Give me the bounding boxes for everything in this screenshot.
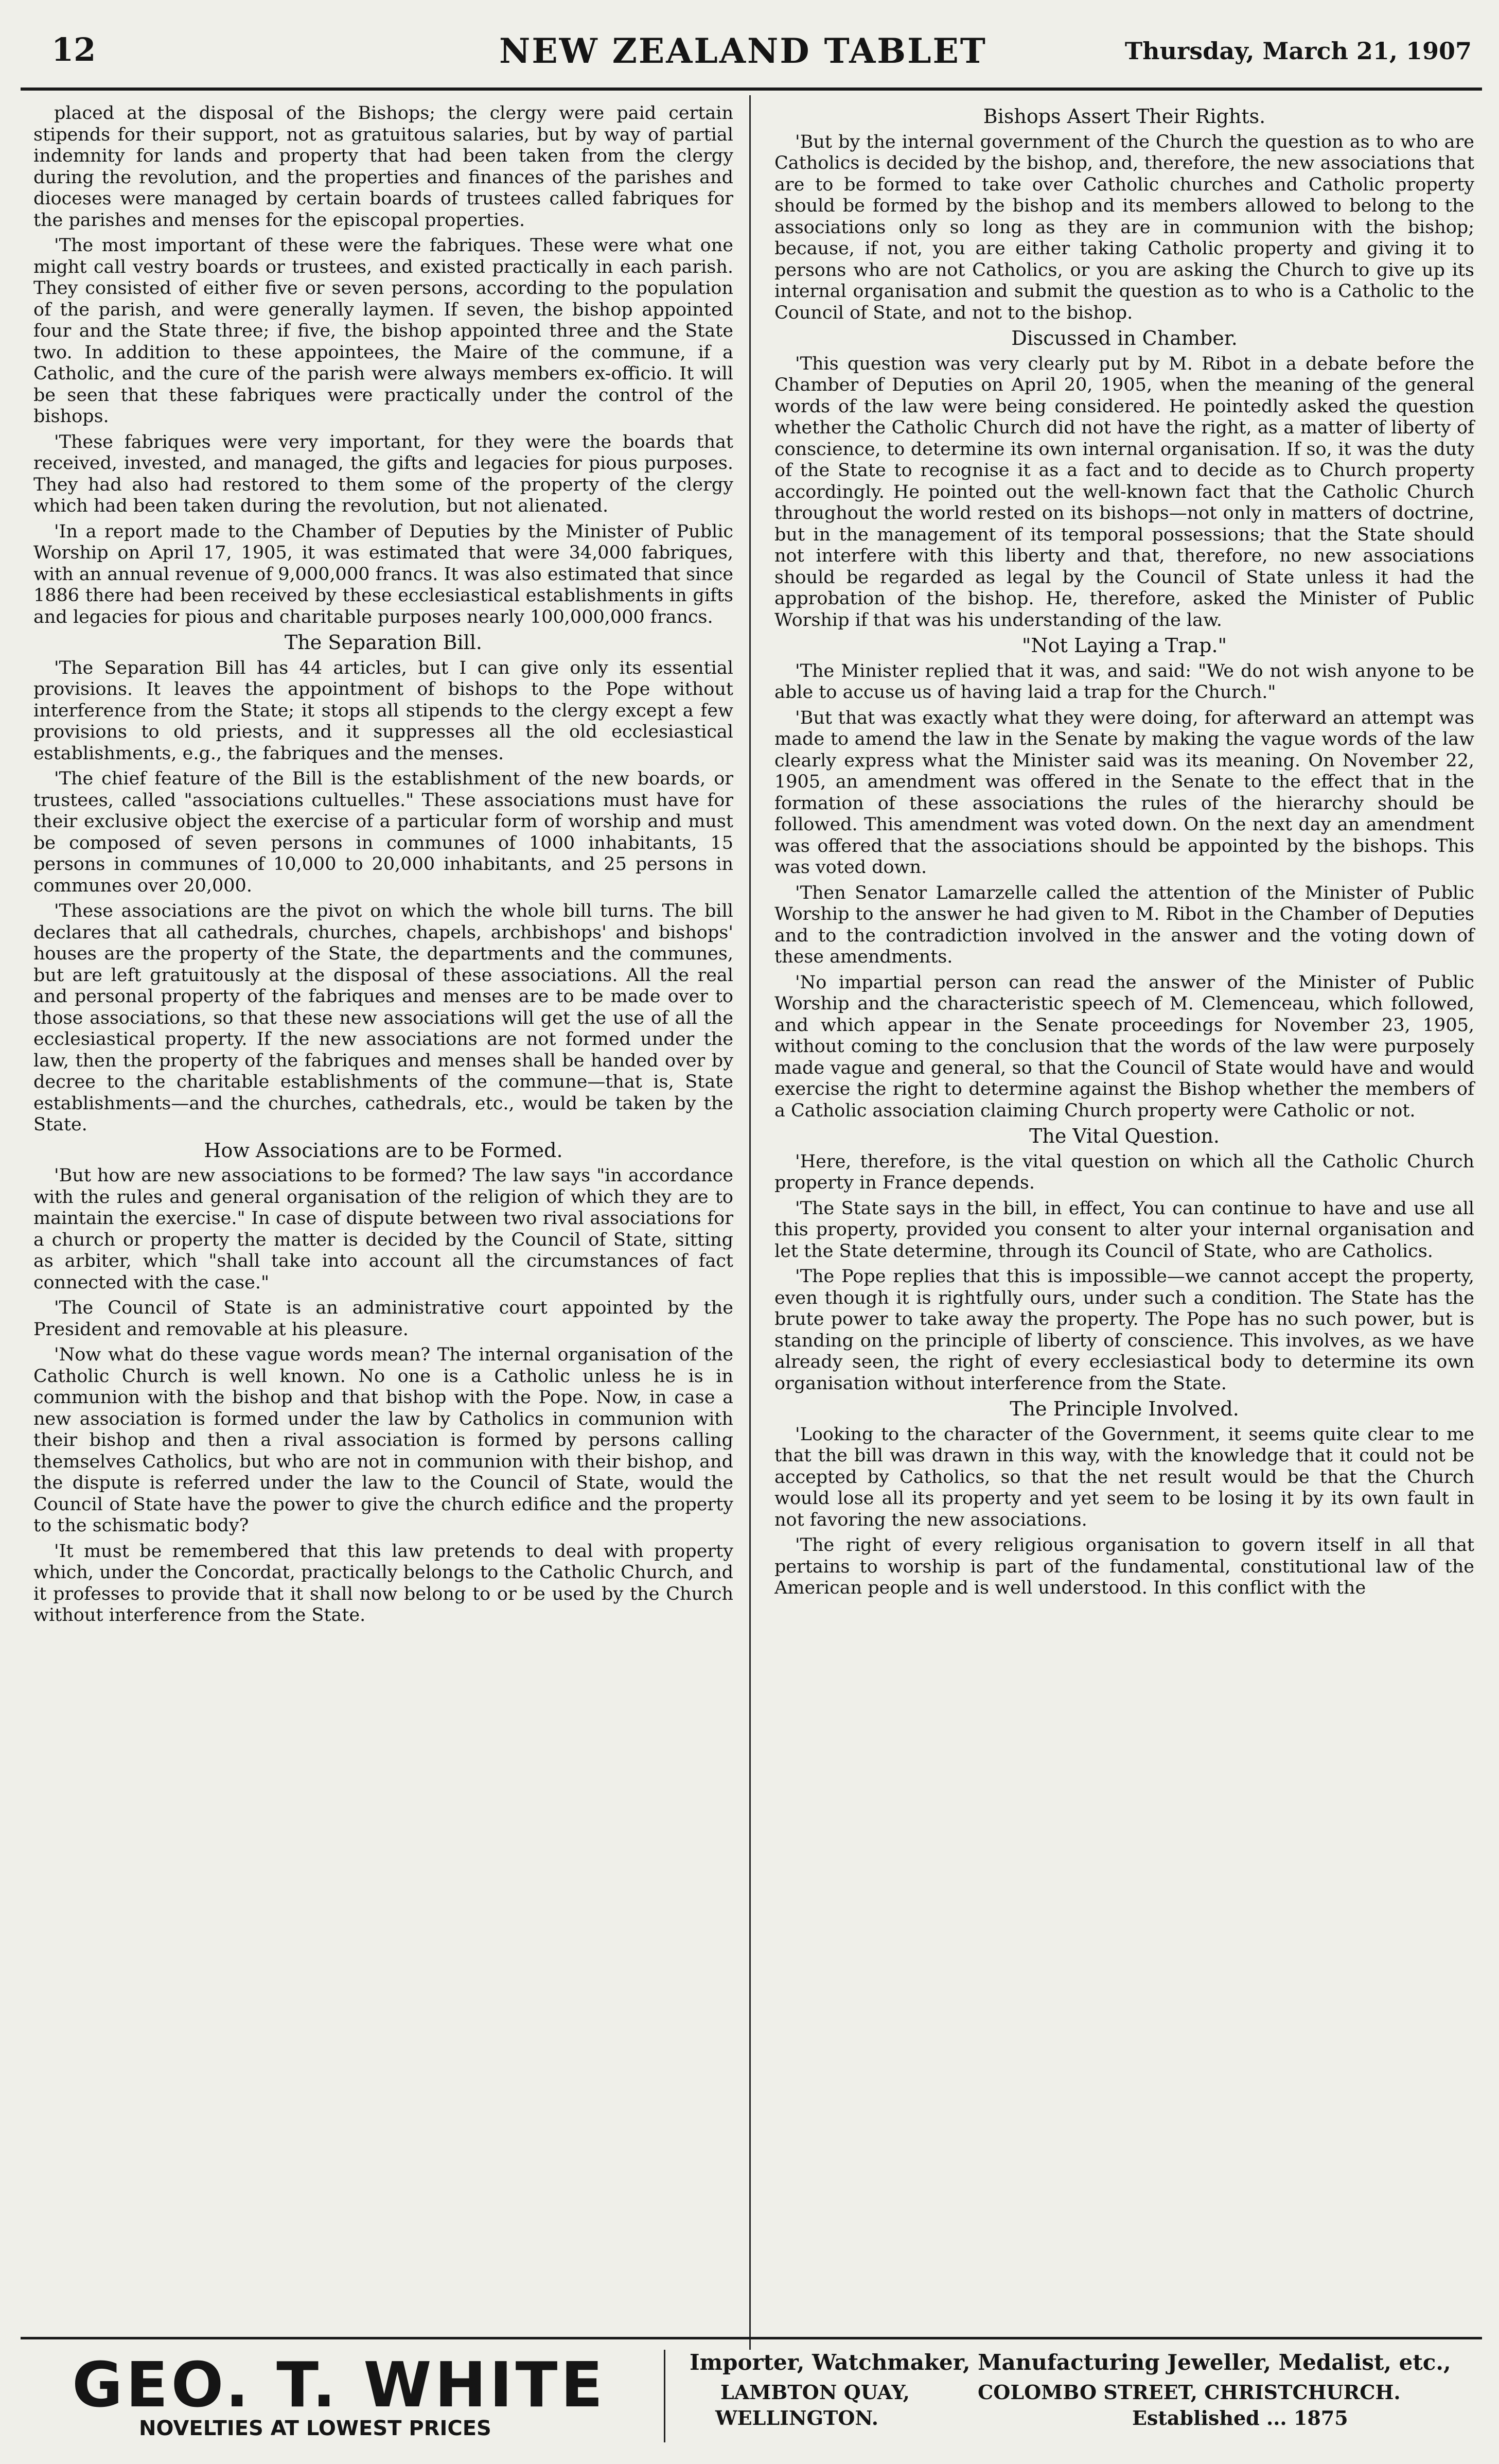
section-heading: The Vital Question. (1029, 1125, 1220, 1147)
address-wellington-street: LAMBTON QUAY, (720, 2381, 910, 2404)
article-paragraph: 'It must be remembered that this law pretends to deal with property which, under the Concordat, practically belongs to the Catholic Church, and it professes to provide that it shall now belong to or be used by the Church without interference from the State. (33, 1541, 733, 1626)
article-paragraph: 'But that was exactly what they were doing, for afterward an attempt was made to amend the law in the Senate by making the vague words of the law clearly express what the Minister said was its meaning. On November 22, 1905, an amendment was offered in the Senate to the effect that in the formation of these associations the rules of the hierarchy should be followed. This amendment was voted down. On the next day an amendment was offered that the associations should be appointed by the bishops. This was voted down. (774, 707, 1474, 878)
article-paragraph: 'Looking to the character of the Government, it seems quite clear to me that the bill was drawn in this way, with the knowledge that it could not be accepted by Catholics, so that the net result would be that the Church would lose all its property and yet seem to be losing it by its own fault in not favoring the new associations. (774, 1424, 1474, 1530)
section-heading: Bishops Assert Their Rights. (983, 105, 1266, 128)
address-wellington-city: WELLINGTON. (715, 2406, 878, 2430)
page-number: 12 (51, 31, 96, 68)
article-paragraph: 'Here, therefore, is the vital question on which all the Catholic Church property in France depends. (774, 1151, 1474, 1193)
article-paragraph: 'The State says in the bill, in effect, You can continue to have and use all this property, provided you consent to alter your internal organisation and let the State determine, through its Council of State, who are Catholics. (774, 1198, 1474, 1262)
article-paragraph: 'But by the internal government of the Church the question as to who are Catholics is decided by the bishop, and, therefore, the new associations that are to be formed to take over Catholic churches and Catholic property should be formed by the bishop and its members allowed to belong to the associations only so long as they are in communion with the bishop; because, if not, you are either taking Catholic property and giving it to persons who are not Catholics, or you are asking the Church to give up its internal organisation and submit the question as to who is a Catholic to the Council of State, and not to the bishop. (774, 131, 1474, 323)
advertisement-divider (664, 2350, 665, 2442)
article-paragraph: 'But how are new associations to be formed? The law says "in accordance with the rules and general organisation of the religion of which they are to maintain the exercise." In case of dispute between two rival associations for a church or property the matter is decided by the Council of State, sitting as arbiter, which "shall take into account all the circumstances of fact connected with the case." (33, 1165, 733, 1293)
section-heading: The Separation Bill. (284, 631, 483, 654)
article-paragraph: 'These fabriques were very important, for they were the boards that received, invested, and managed, the gifts and legacies for pious purposes. They had also had restored to them some of the property of the clergy which had been taken during the revolution, but not alienated. (33, 431, 733, 516)
article-paragraph: 'The right of every religious organisation to govern itself in all that pertains to worship is part of the fundamental, constitutional law of the American people and is well understood. In this conflict with the (774, 1535, 1474, 1598)
article-paragraph: 'Then Senator Lamarzelle called the attention of the Minister of Public Worship to the answer he had given to M. Ribot in the Chamber of Deputies and to the contradiction involved in the answer and the voting down of these amendments. (774, 882, 1474, 967)
advertiser-name: GEO. T. WHITE (72, 2350, 606, 2421)
article-paragraph: 'The Council of State is an administrative court appointed by the President and removable at his pleasure. (33, 1298, 733, 1340)
newspaper-title: NEW ZEALAND TABLET (499, 31, 987, 71)
column-divider (749, 95, 751, 2350)
advertisement (21, 2345, 1482, 2448)
masthead-rule (21, 88, 1482, 91)
advertiser-trades: Importer, Watchmaker, Manufacturing Jeweller, Medalist, etc., (690, 2350, 1451, 2375)
advertisement-rule (21, 2337, 1482, 2339)
article-paragraph: 'No impartial person can read the answer of the Minister of Public Worship and the characteristic speech of M. Clemenceau, which followed, and which appear in the Senate proceedings for November 23, 1905, without coming to the conclusion that the words of the law were purposely made vague and general, so that the Council of State would have and would exercise the right to determine against the Bishop whether the members of a Catholic association claiming Church property were Catholic or not. (774, 972, 1474, 1121)
article-paragraph: 'The Minister replied that it was, and said: "We do not wish anyone to be able to accuse us of having laid a trap for the Church." (774, 660, 1474, 703)
article-paragraph: placed at the disposal of the Bishops; the clergy were paid certain stipends for their support, not as gratuitous salaries, but by way of partial indemnity for lands and property that had been taken from the clergy during the revolution, and the properties and finances of the parishes and dioceses were managed by certain boards of trustees called fabriques for the parishes and menses for the episcopal properties. (33, 103, 733, 231)
section-heading: "Not Laying a Trap." (1021, 634, 1227, 657)
masthead (21, 31, 1482, 88)
article-paragraph: 'Now what do these vague words mean? The internal organisation of the Catholic Church is well known. No one is a Catholic unless he is in communion with the bishop and that bishop with the Pope. Now, in case a new association is formed under the law by Catholics in communion with their bishop and then a rival association is formed by persons calling themselves Catholics, but who are not in communion with their bishop, and the dispute is referred under the law to the Council of State, would the Council of State have the power to give the church edifice and the property to the schismatic body? (33, 1344, 733, 1536)
article-paragraph: 'This question was very clearly put by M. Ribot in a debate before the Chamber of Deputies on April 20, 1905, when the meaning of the general words of the law were being considered. He pointedly asked the question whether the Catholic Church did not have the right, as a matter of liberty of conscience, to determine its own internal organisation. If so, it was the duty of the State to recognise it as a fact and to decide as to Church property accordingly. He pointed out the well-known fact that the Catholic Church throughout the world rested on its bishops—not only in matters of doctrine, but in the management of its temporal possessions; that the State should not interfere with this liberty and that, therefore, no new associations should be regarded as legal by the Council of State unless it had the approbation of the bishop. He, therefore, asked the Minister of Public Worship if that was his understanding of the law. (774, 353, 1474, 631)
section-heading: Discussed in Chamber. (1011, 327, 1238, 349)
article-paragraph: 'The most important of these were the fabriques. These were what one might call vestry boards or trustees, and existed practically in each parish. They consisted of either five or seven persons, according to the population of the parish, and were generally laymen. If seven, the bishop appointed four and the State three; if five, the bishop appointed three and the State two. In addition to these appointees, the Maire of the commune, if a Catholic, and the cure of the parish were always members ex-officio. It will be seen that these fabriques were practically under the control of the bishops. (33, 235, 733, 427)
article-paragraph: 'The Pope replies that this is impossible—we cannot accept the property, even though it is rightfully ours, under such a condition. The State has the brute power to take away the property. The Pope has no such power, but is standing on the principle of liberty of conscience. This involves, as we have already seen, the right of every ecclesiastical body to determine its own organisation without interference from the State. (774, 1266, 1474, 1394)
article-paragraph: 'In a report made to the Chamber of Deputies by the Minister of Public Worship on April 17, 1905, it was estimated that were 34,000 fabriques, with an annual revenue of 9,000,000 francs. It was also estimated that since 1886 there had been received by these ecclesiastical establishments in gifts and legacies for pious and charitable purposes nearly 100,000,000 francs. (33, 521, 733, 627)
article-paragraph: 'The chief feature of the Bill is the establishment of the new boards, or trustees, called "associations cultuelles." These associations must have for their exclusive object the exercise of a particular form of worship and must be composed of seven persons in communes of 1000 inhabitants, 15 persons in communes of 10,000 to 20,000 inhabitants, and 25 persons in communes over 20,000. (33, 768, 733, 896)
issue-date: Thursday, March 21, 1907 (1124, 37, 1472, 65)
left-article-column (33, 103, 733, 1631)
article-paragraph: 'These associations are the pivot on which the whole bill turns. The bill declares that all cathedrals, churches, chapels, archbishops' and bishops' houses are the property of the State, the departments and the communes, but are left gratuitously at the disposal of these associations. All the real and personal property of the fabriques and menses are to be made over to those associations, so that these new associations will get the use of all the ecclesiastical property. If the new associations are not formed under the law, then the property of the fabriques and menses shall be handed over by decree to the charitable establishments of the commune—that is, State establishments—and the churches, cathedrals, etc., would be taken by the State. (33, 901, 733, 1135)
right-article-column (774, 103, 1474, 1603)
established-year: Established ... 1875 (1132, 2406, 1348, 2430)
section-heading: The Principle Involved. (1010, 1397, 1239, 1420)
address-christchurch: COLOMBO STREET, CHRISTCHURCH. (978, 2381, 1401, 2404)
section-heading: How Associations are to be Formed. (204, 1139, 563, 1162)
advertiser-slogan: NOVELTIES AT LOWEST PRICES (139, 2417, 491, 2440)
article-paragraph: 'The Separation Bill has 44 articles, but I can give only its essential provisions. It leaves the appointment of bishops to the Pope without interference from the State; it stops all stipends to the clergy except a few provisions to old priests, and it suppresses all the old ecclesiastical establishments, e.g., the fabriques and the menses. (33, 657, 733, 764)
